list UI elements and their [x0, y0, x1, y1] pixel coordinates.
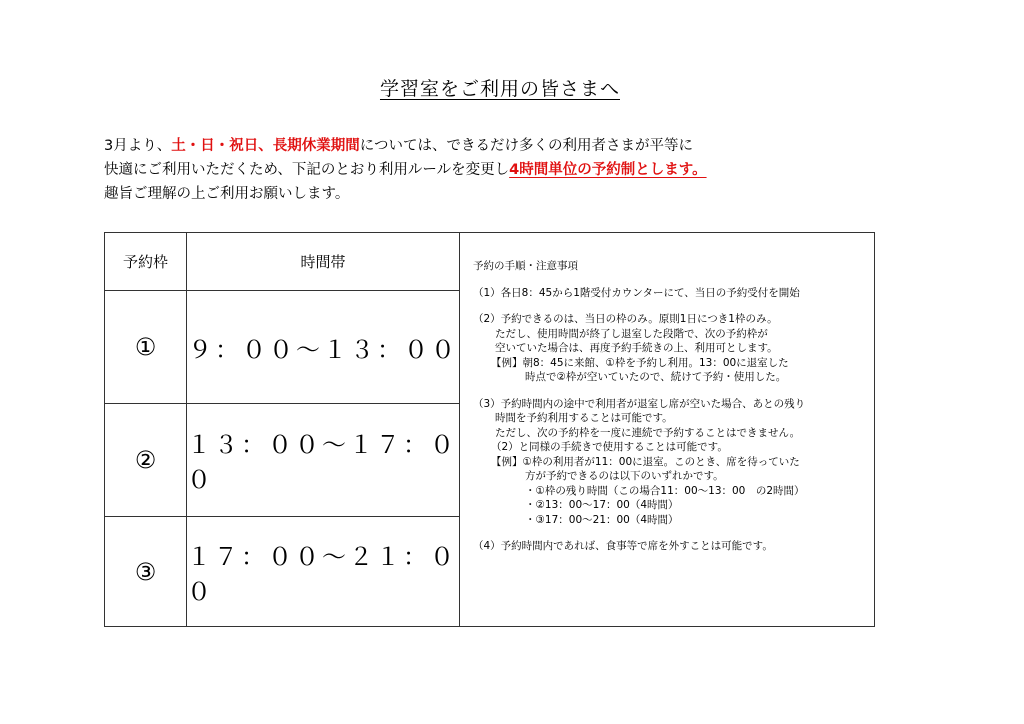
note-3-line-6: 方が予約できるのは以下のいずれかです。: [525, 470, 724, 482]
time-3: １７：００～２１：００: [187, 543, 457, 606]
slot-3: ③: [134, 558, 157, 586]
note-3-line-8: ・②13：00～17：00（4時間）: [525, 499, 679, 511]
note-3-line-2: 時間を予約利用することは可能です。: [495, 412, 673, 424]
note-3-line-3: ただし、次の予約枠を一度に連続で予約することはできません。: [495, 426, 801, 439]
note-2-line-4: 【例】朝8：45に来館、①枠を予約し利用。13：00に退室した: [491, 356, 789, 369]
header-time: 時間帯: [300, 253, 346, 271]
note-2-line-3: 空いていた場合は、再度予約手続きの上、利用可とします。: [495, 342, 778, 354]
time-2: １３：００～１７：００: [187, 431, 457, 494]
intro-paragraph: [104, 134, 904, 206]
intro-highlight-days: 土・日・祝日、長期休業期間: [171, 138, 360, 154]
intro-line-2-start: 快適にご利用いただくため、下記のとおり利用ルールを変更し: [104, 162, 510, 178]
note-3-line-7: ・①枠の残り時間（この場合11：00～13：00 の2時間）: [525, 484, 805, 497]
note-3-line-4: （2）と同様の手続きで使用することは可能です。: [491, 441, 728, 453]
note-2-line-5: 時点で②枠が空いていたので、続けて予約・使用した。: [525, 371, 787, 383]
note-3-line-9: ・③17：00～21：00（4時間）: [525, 513, 679, 526]
note-3-line-5: 【例】①枠の利用者が11：00に退室。このとき、席を待っていた: [491, 455, 800, 468]
notes-section: [473, 259, 873, 554]
note-2-line-1: （2）予約できるのは、当日の枠のみ。原則1日につき1枠のみ。: [473, 313, 778, 325]
intro-highlight-reservation: 4時間単位の予約制とします。: [509, 162, 707, 178]
intro-line-1: [104, 134, 904, 158]
notes-heading: 予約の手順・注意事項: [473, 260, 578, 272]
table-divider-2: [459, 233, 460, 626]
time-1: ９：００～１３：００: [188, 335, 458, 364]
page-title-text: 学習室をご利用の皆さまへ: [379, 78, 620, 100]
intro-line-3: 趣旨ご理解の上ご利用お願いします。: [104, 186, 350, 202]
intro-line-1-start: 3月より、: [104, 138, 172, 154]
intro-line-2: [104, 158, 904, 182]
page-title: [0, 74, 1000, 101]
intro-line-1-end: については、できるだけ多くの利用者さまが平等に: [359, 138, 693, 154]
reservation-table: [104, 232, 875, 627]
note-3-line-1: （3）予約時間内の途中で利用者が退室し席が空いた場合、あとの残り: [473, 397, 806, 410]
slot-2: ②: [134, 446, 157, 474]
slot-1: ①: [134, 333, 157, 361]
note-2-line-2: ただし、使用時間が終了し退室した段階で、次の予約枠が: [495, 327, 768, 340]
note-4: （4）予約時間内であれば、食事等で席を外すことは可能です。: [473, 540, 773, 552]
header-slot: 予約枠: [122, 253, 168, 271]
note-1: （1）各日8：45から1階受付カウンターにて、当日の予約受付を開始: [473, 286, 800, 299]
